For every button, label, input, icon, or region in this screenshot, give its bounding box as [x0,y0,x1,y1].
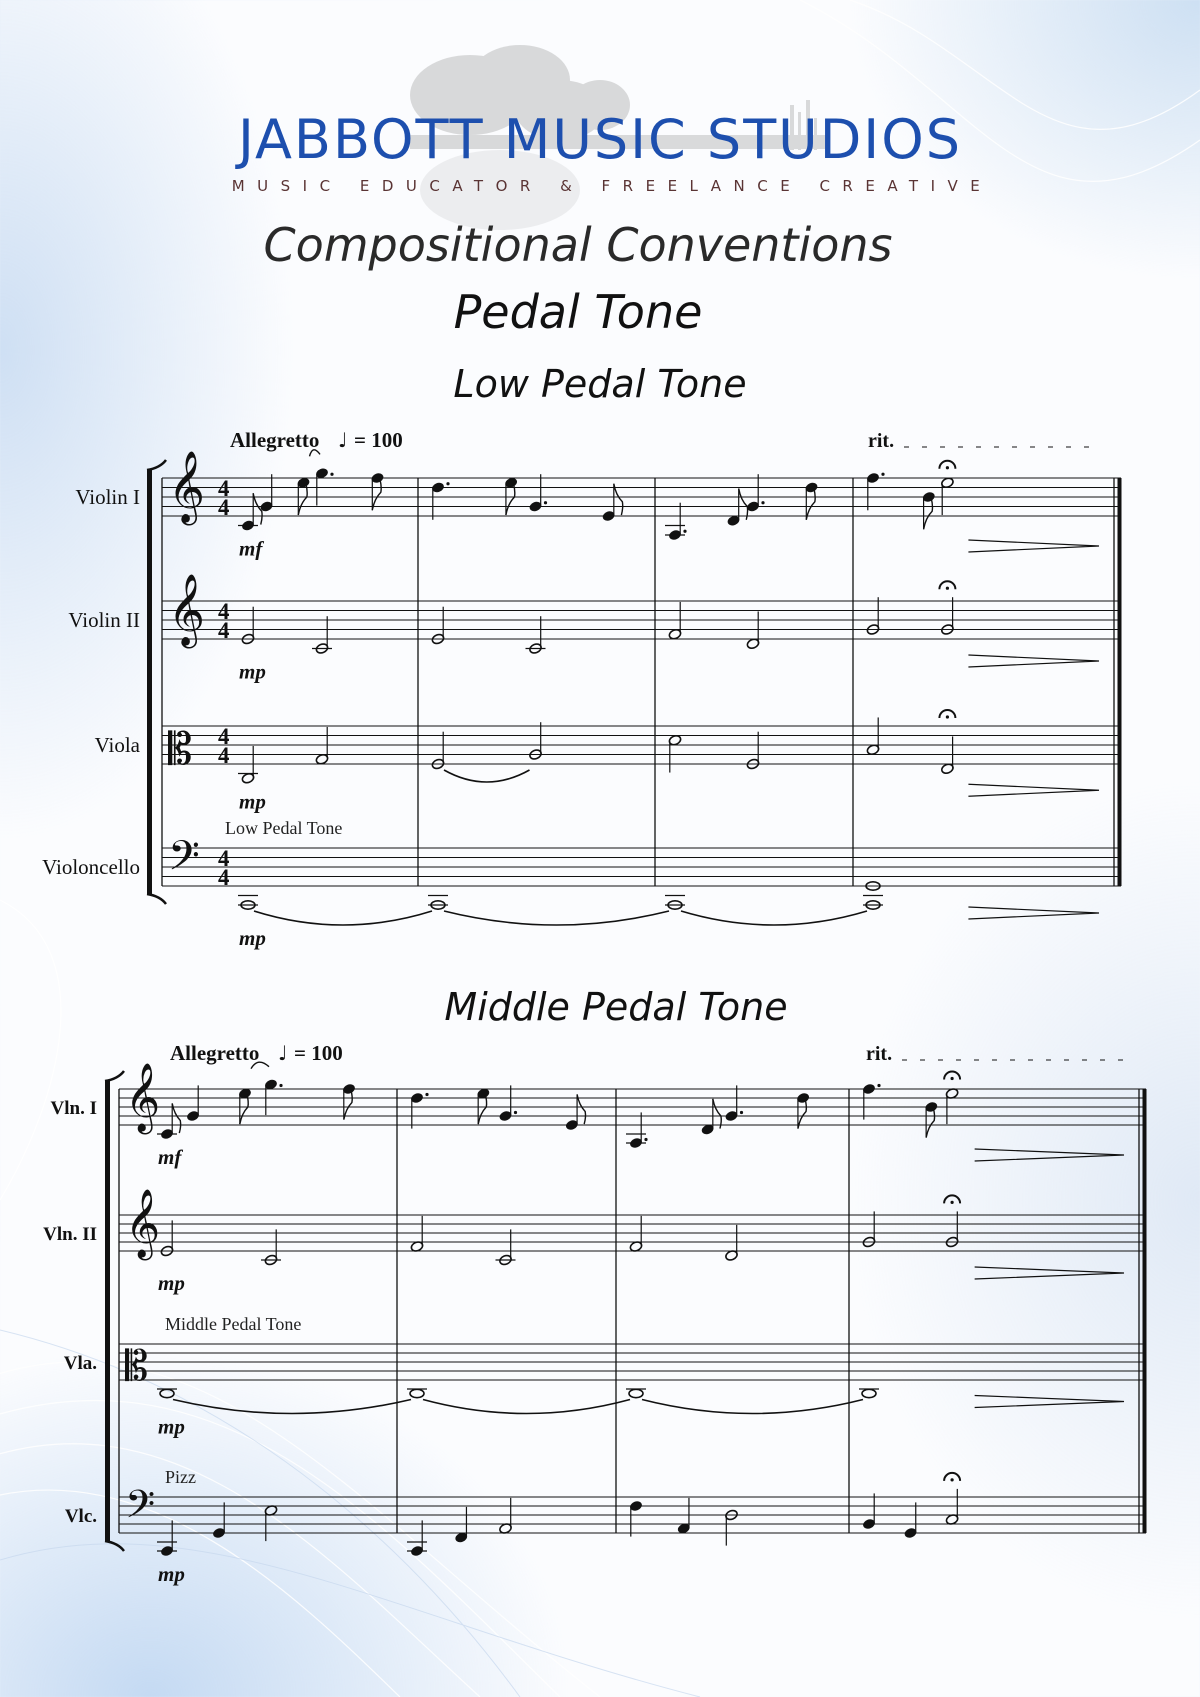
brand-tagline: MUSIC EDUCATOR & FREELANCE CREATIVE [231,177,993,195]
instrument-label: Violoncello [42,855,140,879]
eighth-flag [577,1094,585,1124]
tempo-quarter-note-icon: ♩ [278,1041,288,1065]
note [727,488,748,526]
tie [173,1400,411,1414]
system-bracket [147,470,152,894]
note [312,616,332,654]
dynamic-marking: mp [158,1414,185,1439]
note [677,1498,691,1535]
note [862,1083,881,1120]
note [904,1502,918,1539]
note [499,1498,513,1535]
score-system-2 [43,1041,1146,1586]
note [454,1507,468,1544]
note [261,1229,281,1266]
note [407,1389,630,1414]
instrument-label: Violin I [75,485,140,509]
time-signature-denominator: 4 [218,495,230,520]
instrument-label: Vlc. [64,1506,97,1527]
fermata-dot [946,715,949,718]
note [924,1101,938,1138]
note [260,474,274,512]
note [862,1493,876,1530]
slur [444,770,530,782]
decrescendo-hairpin [975,1267,1124,1279]
time-signature-denominator: 4 [218,743,230,768]
instrument-label: Vla. [63,1353,97,1374]
technique-text: Low Pedal Tone [225,818,343,838]
tempo-marking: Allegretto [230,428,320,452]
note [160,1220,174,1257]
eighth-flag [344,1090,352,1120]
note [746,611,760,649]
technique-text: Middle Pedal Tone [165,1314,302,1334]
tempo-quarter-note-icon: ♩ [338,428,348,452]
staff-vlc [65,1467,1146,1586]
dynamic-marking: mf [158,1145,182,1169]
note [157,1520,177,1557]
decrescendo-hairpin [975,1149,1124,1161]
notehead [160,1389,174,1397]
eighth-flag [172,1103,180,1133]
augmentation-dot [544,501,547,504]
section-title-middle-pedal: Middle Pedal Tone [444,985,788,1029]
decrescendo-hairpin [968,540,1099,552]
note [238,1062,269,1124]
note [939,581,955,635]
note [342,1083,356,1120]
staff-violoncello [42,818,1121,950]
augmentation-dot [330,473,333,476]
alto-clef-icon: 𝄡 [125,1342,149,1390]
instrument-label: Violin II [68,608,140,632]
final-barline-thick [1143,1089,1147,1533]
eighth-flag [926,1108,934,1138]
note [212,1502,226,1539]
system-bracket-bottom [105,1541,124,1551]
notehead [629,1389,643,1397]
augmentation-dot [877,1084,880,1087]
tie [444,911,669,925]
note [725,1085,744,1122]
note [922,491,936,529]
dynamic-marking: mp [158,1271,185,1295]
note [665,896,867,926]
system-bracket-top [147,460,166,470]
note [431,732,529,782]
eighth-flag [372,479,381,510]
note [499,1085,518,1122]
instrument-label: Viola [94,733,140,757]
decrescendo-hairpin [968,655,1099,667]
dynamic-marking: mp [239,659,266,684]
fermata-dot [946,466,949,469]
augmentation-dot [761,501,764,504]
eighth-flag [798,1099,806,1129]
dynamic-marking: mp [158,1562,185,1586]
time-signature-numerator: 4 [218,476,230,501]
note [626,1389,863,1414]
time-signature-denominator: 4 [218,618,230,643]
note [805,481,819,519]
notehead [410,1389,424,1397]
note [410,1216,424,1253]
ritardando-marking: rit. [866,1043,893,1065]
staff-violin-i [75,449,1121,560]
system-bracket [105,1081,110,1541]
note [315,727,329,765]
decrescendo-hairpin [968,784,1099,796]
instrument-label: Vln. I [50,1098,97,1119]
staff-violin-ii [68,572,1121,683]
augmentation-dot [683,530,686,533]
note [629,1216,643,1253]
eighth-flag [506,484,515,515]
bass-clef-icon: 𝄢 [168,831,200,890]
time-signature-numerator: 4 [218,724,230,749]
eighth-flag [478,1094,486,1124]
note [476,1087,490,1124]
dynamic-marking: mf [239,536,263,561]
augmentation-dot [446,482,449,485]
note [315,467,334,505]
note [859,1389,879,1398]
augmentation-dot [881,473,884,476]
note [565,1094,586,1131]
note [862,1211,876,1248]
tempo-marking: Allegretto [170,1041,260,1065]
time-signature-numerator: 4 [218,599,230,624]
technique-text: Pizz [165,1467,196,1487]
time-signature-denominator: 4 [218,865,230,890]
note [264,1504,278,1541]
brand-name: JABBOTT MUSIC STUDIOS [237,108,962,171]
tempo-value: = 100 [354,428,403,452]
decrescendo-hairpin [975,1396,1124,1408]
staff-viola [95,710,1121,813]
note [238,896,432,926]
note [496,1229,516,1266]
page-subtitle: Pedal Tone [453,285,703,339]
final-barline-thick [1118,478,1122,886]
note [701,1099,722,1136]
note [407,1520,427,1557]
time-signature-numerator: 4 [218,846,230,871]
tie [254,911,432,925]
note [264,1078,283,1115]
tie [681,911,867,925]
eighth-flag [713,1099,721,1129]
note [371,472,385,510]
note [668,734,682,772]
note [626,1112,648,1149]
note [504,477,518,515]
eighth-flag [739,488,748,519]
dynamic-marking: mp [239,789,266,814]
score-system-1 [42,428,1121,950]
page-title: Compositional Conventions [263,218,893,272]
fermata-dot [951,1201,954,1204]
note [939,710,955,775]
fermata-dot [946,587,949,590]
tempo-value: = 100 [294,1041,343,1065]
note [157,1389,411,1414]
note [668,602,682,640]
instrument-label: Vln. II [43,1224,97,1245]
note [665,503,687,541]
alto-clef-icon: 𝄡 [168,724,193,775]
note [186,1085,200,1122]
staff-vla [64,1314,1146,1439]
note [238,746,258,784]
note [526,616,546,654]
system-bracket-bottom [147,894,166,904]
treble-clef-icon: 𝄞 [125,1188,161,1258]
section-title-low-pedal: Low Pedal Tone [453,362,747,406]
system-bracket-top [105,1071,124,1081]
augmentation-dot [644,1138,647,1141]
eighth-flag [806,488,815,519]
notehead [862,1389,876,1397]
note [944,1195,960,1248]
note [796,1092,810,1129]
note [866,717,880,755]
staff-vln-i [51,1062,1146,1169]
treble-clef-icon: 𝄞 [168,572,206,646]
tie [423,1400,630,1414]
note [944,1473,960,1526]
eighth-flag [298,484,307,515]
eighth-flag [240,1094,248,1124]
note [410,1092,429,1129]
augmentation-dot [279,1084,282,1087]
bass-clef-icon: 𝄢 [125,1482,156,1537]
fermata-dot [951,1077,954,1080]
dynamic-marking: mp [239,926,266,950]
tie [642,1400,863,1414]
note [629,1500,643,1537]
note [157,1103,181,1140]
augmentation-dot [425,1093,428,1096]
ritardando-marking: rit. [868,430,895,452]
augmentation-dot [740,1111,743,1114]
fermata-dot [951,1478,954,1481]
note [725,1225,739,1262]
treble-clef-icon: 𝄞 [168,449,206,523]
note [238,493,262,531]
staff-vln-ii [43,1189,1146,1295]
eighth-flag [253,493,262,524]
eighth-flag [614,484,623,515]
note [428,896,669,926]
note [725,1509,739,1546]
augmentation-dot [514,1111,517,1114]
eighth-flag [924,498,933,529]
decrescendo-hairpin [968,907,1099,919]
treble-clef-icon: 𝄞 [125,1062,161,1132]
